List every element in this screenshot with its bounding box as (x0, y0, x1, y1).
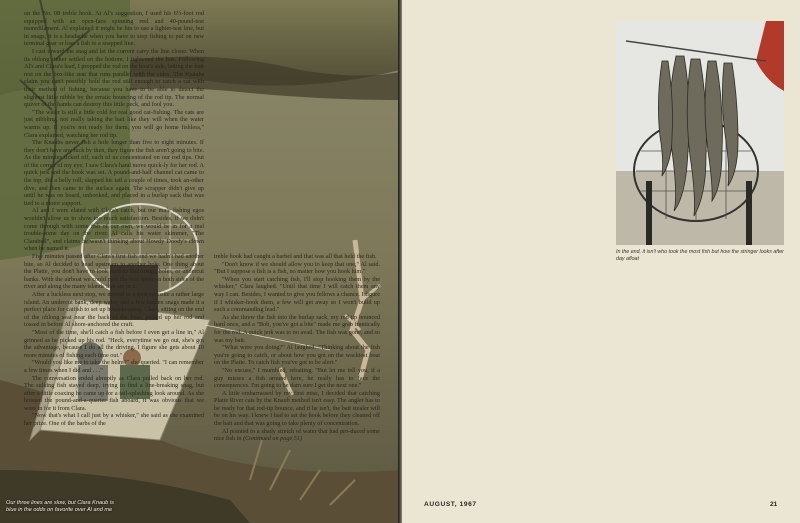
article-column-1 (24, 10, 204, 428)
paragraph: As she threw the fish into the burlap sack, my rod tip bounced hard once, and a "Bob, you've got a bite" made me grab frantically for the rod. A quick jerk was to no avail. The fish was gone, and so was my bait. (214, 313, 380, 344)
photo-caption: Our three lines are slow, but Clara Knaub is blue in the odds on favorite over Al and me (6, 499, 114, 514)
fish-stringer-image (616, 21, 784, 245)
paragraph: A little embarrassed by my first miss, I decided that catching Platte River cats by the Knaub method isn't easy. The angler has to be ready for that rod-tip bounce, and if he isn't, the bait stealer will be on his way. I knew I had to set the hook before they cleaned off the bait and that was going to take plenty of concentration. (214, 389, 380, 428)
paragraph: I cast toward the snag and let the current carry the line closer. When its oblong sinker settled on the bottom, I tightened the line. Following Al's and Clara's lead, I propped the rod on the boat's side, letting the butt rest on the box-like seat that runs parallel with the sides. The Knaubs claim you can't possibly hold the rod still enough to catch a cat with their method of fishing, because you have to be able to detect the slightest little nibble by the erratic bouncing of the rod tip. The normal quiver of the hands can destroy this little peck, and fool you. (24, 47, 204, 109)
paragraph: "Now that's what I call just by a whisker," she said as she examined her prize. One of the barbs of the (24, 412, 204, 428)
paragraph: "Most of the time, she'll catch a fish before I even get a line in," Al grinned as he picked up his rod. "Heck, everytime we go out, she's got the advantage, because I do all the driving. I figure she gets about 10 more minutes of fishing each time out." (24, 328, 204, 359)
paragraph: The conversation ended abruptly as Clara pulled back on her rod. The sulking fish stayed deep, trying to find a line-breaking snag, but after a little coaxing he came up for a tail-splashing look around. As she hoisted the pound-and-a-quarter fish aboard, it was obvious that we were in for it from Clara. (24, 374, 204, 412)
paragraph: on the No. 08 treble hook. At Al's suggestion, I used his 6½-foot rod equipped with an open-face spinning reel and 40-pound-test monofilament. Al explained it might be fun to use a lighter-test line, but in snags, it is a headache when you have to stop fishing to put on new terminal gear or lose a fish to a snapped line. (24, 10, 204, 48)
paragraph-text: Al pointed to a shady stretch of water that had pro-duced some nice fish in (214, 427, 380, 443)
paragraph: "Would you like me to take the helm?" she queried. "I can remember a few times when I did and . . ." (24, 359, 204, 374)
paragraph (214, 428, 380, 443)
paragraph: "No excuse," I mumbled, rebaiting. "But let me tell you, if a guy misses a fish around here, he really has to face the consequences. I'm going to be darn sure I get the next one." (214, 366, 380, 390)
paragraph: The Knaubs never fish a hole longer than five to eight minutes. If they don't have any luck by then, they figure the fish aren't going to bite. As the minutes ticked off, each of us concentrated on our rod tips. Out of the corner of my eye, I saw Clara's hand move quick-ly for her rod. A quick jerk and the hook was set. A pound-and-half channel cat came to the top, did a belly roll, slapped his tail a couple of times, took an-other dive, and then came to the surface again. The scrapper didn't give up until he was on board, unhooked, and placed in a burlap sack that was tied to a motor support. (24, 139, 204, 207)
paragraph: treble hook had caught a barbel and that was all that held the fish. (214, 253, 377, 260)
article-column-2 (214, 253, 380, 443)
continued-note: (Continued on page 51) (243, 435, 302, 443)
stringer-photo (616, 21, 784, 245)
paragraph: "What were you doing?" Al laughed. "Thinking about the fish you're going to catch, or about how you got on the wackiest boat on the Platte. To catch fish you've got to be alert." (214, 344, 380, 367)
paragraph: After a luckless next stop, we moved to a spot opposite a rather large island. An undercut bank, deep water, and a few hidden snags made it a perfect place for catfish to set up housekeeping. Clara, sitting on the end of the oblong seat near the back of the boat, picked up her rod and tossed in before Al shore-anchored the craft. (24, 290, 204, 329)
stringer-caption: In the end, it isn't who took the most fish but how the stringer looks after day afloat (616, 249, 784, 262)
paragraph: "Don't know if we should allow you to keep that one," Al said. "But I suppose a fish is a fish, no matter how you hook him." (214, 260, 380, 276)
page-number: 21 (770, 501, 778, 508)
paragraph: "When you start catching fish, I'll stop hooking them by the whisker," Clara laughed. "Until that time I will catch them any way I can. Besides, I wanted to give you fellows a chance. I figure if I whisker-hook them, a few will get away so I won't build up such a commanding lead." (214, 275, 380, 314)
paragraph: Five minutes passed after Clara's first fish and we hadn't had another bite, so Al decided to head upstream to another hole. One thing about the Platte, you don't have to look hard to find snags, holes, or undercut banks. With the airboat we could pick the best spots on both sides of the river and along the many islands that are in it. (24, 253, 204, 291)
issue-date: AUGUST, 1967 (424, 501, 477, 508)
paragraph: "The water is still a little cold for real good cat-fishing. The cats are just nibbling, not really taking the bait like they will when the water warms up. If you're not ready for them, you will go home fishless," Clara explained, watching her rod tip. (24, 108, 204, 139)
paragraph: Al and I were elated with Clara's catch, but our male fishing egos wouldn't allow us to show too much satisfaction. Besides, if we didn't come through with some fish of our own, we would be in for a real trouble-some day on the river. Al calls his water skimmer, "The Clarabell", and claims he wasn't thinking about Howdy Doody's clown when he named it. (24, 207, 204, 253)
